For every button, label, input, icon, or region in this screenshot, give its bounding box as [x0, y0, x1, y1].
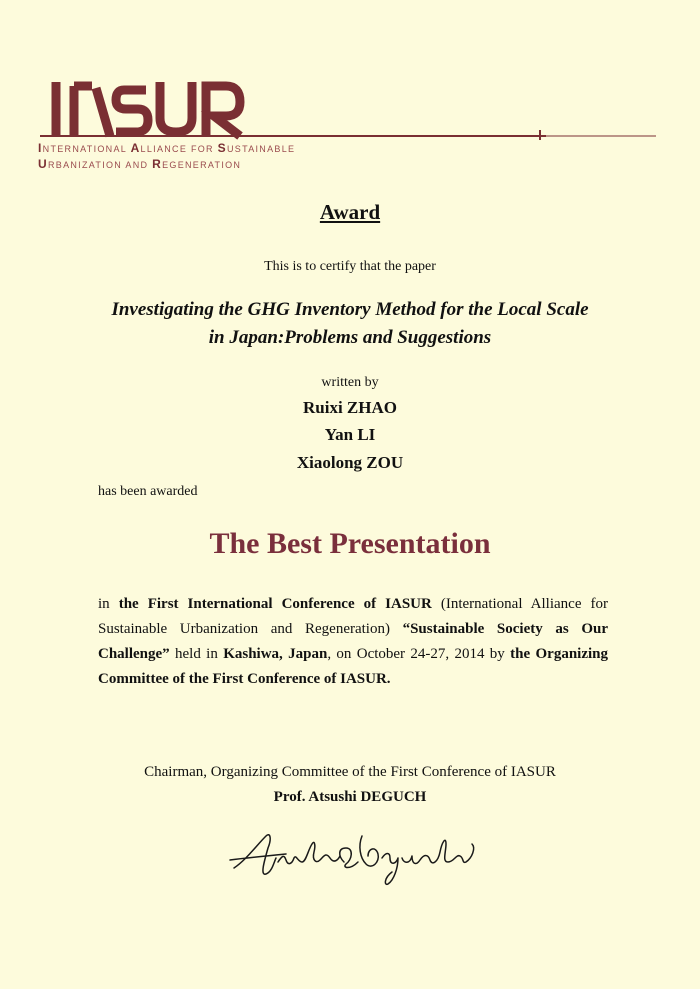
paper-title-line1: Investigating the GHG Inventory Method for the Local Scale — [111, 299, 589, 320]
logo-tagline-line1: INTERNATIONAL ALLIANCE FOR SUSTAINABLE — [38, 141, 296, 155]
signatory-title: Chairman, Organizing Committee of the First Conference of IASUR — [144, 764, 556, 780]
author-name: Xiaolong ZOU — [296, 453, 404, 472]
iasur-logo-mark — [36, 78, 656, 140]
award-description: in the First International Conference of IASUR (International Alliance for Sustainable Urbanization and Regeneration) “Sustainable Society as Our Challenge” held in Kashiwa, Japan, on October 24-27, 2014 by the Organizing Committee of the First Conference of IASUR. — [98, 596, 609, 687]
signature-image — [226, 818, 486, 888]
awarded-text: has been awarded — [98, 484, 198, 499]
handwritten-signature — [226, 818, 486, 893]
signatory-name: Prof. Atsushi DEGUCH — [273, 789, 427, 805]
paper-title — [0, 296, 700, 352]
logo-tagline-line2: URBANIZATION AND REGENERATION — [38, 157, 242, 171]
author-name: Ruixi ZHAO — [303, 398, 397, 417]
author-name: Yan LI — [324, 425, 376, 444]
certify-text: This is to certify that the paper — [264, 259, 436, 274]
prize-title: The Best Presentation — [209, 527, 491, 560]
written-by: written by — [321, 375, 379, 390]
paper-title-line2: in Japan:Problems and Suggestions — [208, 327, 492, 348]
award-heading: Award — [319, 200, 381, 224]
iasur-logo — [36, 78, 656, 178]
